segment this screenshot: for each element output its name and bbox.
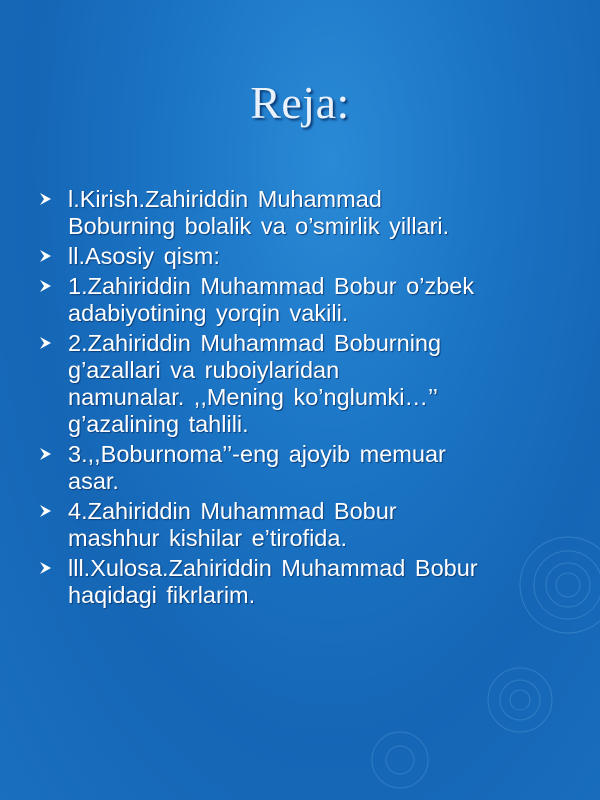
item-line: asar. [68,468,119,494]
arrowhead-bullet-icon [38,447,52,461]
item-line: 4.Zahiriddin Muhammad Bobur [68,498,397,524]
list-item [36,555,556,609]
item-line: namunalar. ,,Mening ko’nglumki…’’ [68,384,438,410]
arrowhead-bullet-icon [38,561,52,575]
item-line: l.Kirish.Zahiriddin Muhammad [68,186,382,212]
item-line: 3.,,Boburnoma’’-eng ajoyib memuar [68,441,446,467]
item-line: g’azalining tahlili. [68,411,249,437]
item-line: ll.Asosiy qism: [68,243,220,269]
list-item [36,498,556,552]
plan-list [36,186,556,612]
slide-title: Reja: [250,77,350,128]
arrowhead-bullet-icon [38,249,52,263]
arrowhead-bullet-icon [38,279,52,293]
list-item [36,186,556,240]
arrowhead-bullet-icon [38,192,52,206]
list-item [36,243,556,270]
item-line: mashhur kishilar e’tirofida. [68,525,347,551]
item-line: 1.Zahiriddin Muhammad Bobur o’zbek [68,273,475,299]
arrowhead-bullet-icon [38,336,52,350]
list-item [36,273,556,327]
list-item [36,441,556,495]
item-line: Boburning bolalik va o’smirlik yillari. [68,213,450,239]
item-line: lll.Xulosa.Zahiriddin Muhammad Bobur [68,555,478,581]
item-line: 2.Zahiriddin Muhammad Boburning [68,330,442,356]
item-line: adabiyotining yorqin vakili. [68,300,349,326]
item-line: g’azallari va ruboiylaridan [68,357,340,383]
list-item [36,330,556,438]
item-line: haqidagi fikrlarim. [68,582,256,608]
arrowhead-bullet-icon [38,504,52,518]
